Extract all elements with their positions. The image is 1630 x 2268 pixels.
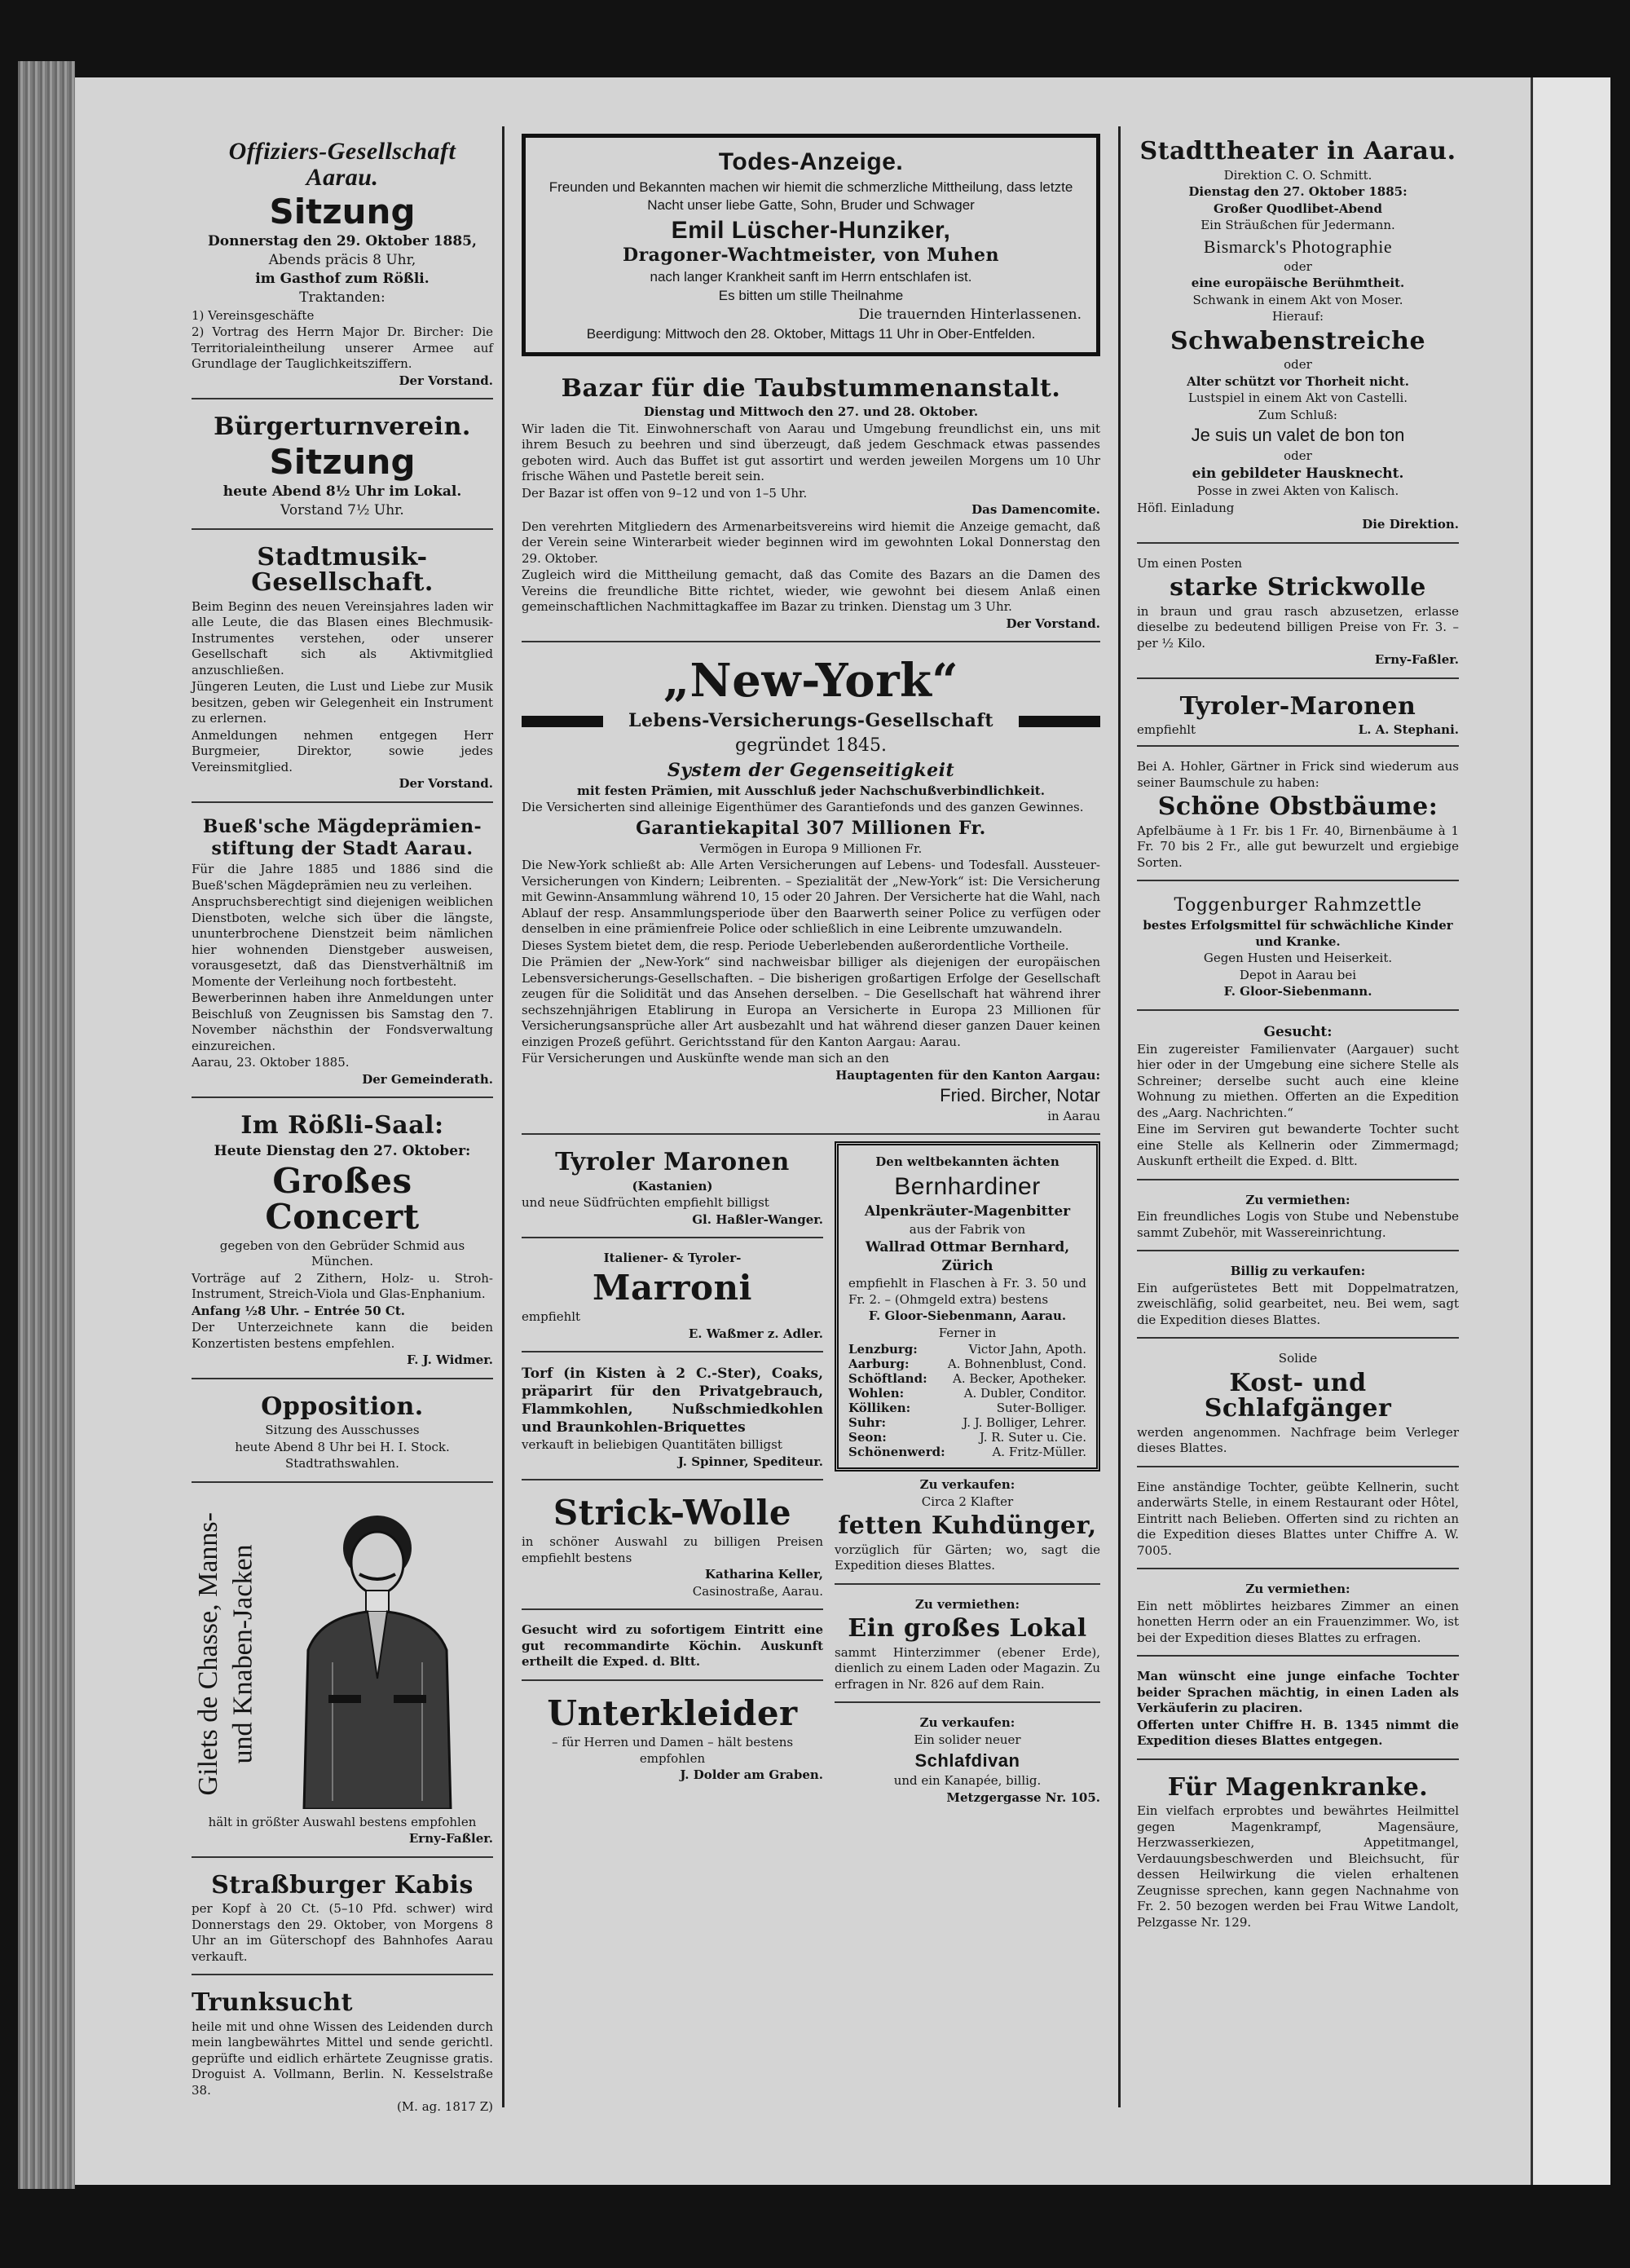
bernhardiner-maker: Wallrad Ottmar Bernhard, (865, 1239, 1070, 1256)
tyroler2-signature: L. A. Stephani. (1358, 722, 1459, 738)
todes-role: Dragoner-Wachtmeister, von Muhen (622, 245, 1000, 267)
gesucht-p1: Ein zugereister Familienvater (Aargauer) sucht hier oder in der Umgebung eine sichere Stelle als Schreiner; derselbe sucht auch eine kleine Wohnung zu miethen. Offerten an die Expedition des „Aarg. Nachrichten.“ (1137, 1041, 1459, 1120)
offiziers-place: im Gasthof zum Rößli. (255, 271, 430, 288)
bernhardiner-title: Bernhardiner (894, 1172, 1041, 1200)
kabis-title: Straßburger Kabis (211, 1870, 474, 1900)
tyroler-sub: (Kastanien) (632, 1178, 713, 1194)
kost-pre: Solide (1278, 1351, 1318, 1366)
offiziers-signature: Der Vorstand. (399, 373, 493, 388)
kuh-heading: Zu verkaufen: (919, 1477, 1015, 1493)
magen-title: Für Magenkranke. (1167, 1772, 1429, 1802)
buess-p3: Bewerberinnen haben ihre Anmeldungen unter Beischluß von Zeugnissen bis Samstag den 7. November nächsthin der Fondsverwaltung einzureichen. (192, 991, 493, 1053)
roessli-heading: Großes Concert (265, 1160, 420, 1237)
magen-text: Ein vielfach erprobtes und bewährtes Heilmittel gegen Magenkrampf, Magensäure, Herzwasserkiezen, Appetitmangel, Verdauungsbeschwerden und Bleichsucht, für dessen Heilwirkung die vielen erhaltenen Zeugnisse sprechen, kann gegen Nachnahme von Fr. 2. 50 bezogen werden bei Frau Witwe Landolt, Pelzgasse Nr. 129. (1137, 1803, 1459, 1930)
depot-row (848, 1357, 1086, 1371)
unterkleider-title: Unterkleider (547, 1692, 798, 1733)
toggenburger-title: Toggenburger Rahmzettle (1174, 895, 1422, 916)
bazar-signature-1: Das Damencomite. (971, 502, 1100, 518)
bett-heading: Billig zu verkaufen: (1230, 1264, 1366, 1279)
gilets-vtext-1: Gilets de Chasse, Manns- (193, 1512, 223, 1796)
vermiethen2-text: Ein nett möblirtes heizbares Zimmer an einen honetten Herrn oder an ein Frauenzimmer. Wo, ist bei der Expedition dieses Blattes zu erfragen. (1137, 1598, 1459, 1645)
buess-title-2: stiftung der Stadt Aarau. (211, 838, 474, 860)
newyork-p1: mit festen Prämien, mit Ausschluß jeder Nachschußverbindlichkeit. (577, 783, 1045, 798)
ad-koechin (522, 1617, 823, 1681)
decorative-bar-right (1019, 716, 1100, 727)
todes-signature: Die trauernden Hinterlassenen. (858, 307, 1082, 324)
gilets-vtext-2: und Knaben-Jacken (227, 1544, 258, 1764)
ad-bett (1137, 1258, 1459, 1339)
theater-play-3c: Posse in zwei Akten von Kalisch. (1196, 483, 1399, 499)
ad-opposition (192, 1386, 493, 1483)
roessli-signature: F. J. Widmer. (407, 1352, 493, 1368)
todes-p1: Freunden und Bekannten machen wir hiemit die schmerzliche Mittheilung, dass letzte Nacht unser liebe Gatte, Sohn, Bruder und Schwager (548, 179, 1073, 213)
roessli-p1: Vorträge auf 2 Zithern, Holz- u. Stroh-Instrument, Streich-Viola und Glas-Enphanium. (192, 1270, 493, 1302)
toggenburger-text-3: Depot in Aarau bei (1239, 967, 1357, 982)
theater-play-3b: ein gebildeter Hausknecht. (1192, 466, 1404, 483)
theater-oder-1: oder (1284, 258, 1312, 274)
newyork-agent-place: in Aarau (1047, 1108, 1100, 1123)
todes-p2: nach langer Krankheit sanft im Herrn entschlafen ist. (650, 269, 972, 285)
ad-bernhardiner (835, 1141, 1100, 1472)
vermiethen1-heading: Zu vermiethen: (1245, 1192, 1350, 1207)
newyork-p6: Für Versicherungen und Auskünfte wende man sich an den (522, 1051, 889, 1066)
lower-middle-right (835, 1141, 1100, 1821)
column-rule-2 (1118, 126, 1121, 2107)
lokal-title: Ein großes Lokal (848, 1614, 1087, 1644)
marroni-pre: Italiener- & Tyroler- (603, 1251, 742, 1266)
buess-date: Aarau, 23. Oktober 1885. (192, 1055, 350, 1070)
ad-junge-tochter (1137, 1663, 1459, 1760)
theater-date: Dienstag den 27. Oktober 1885: (1188, 184, 1408, 199)
stadtmusik-p1: Beim Beginn des neuen Vereinsjahres laden wir alle Leute, die das Blasen eines Blechmusik-Instrumentes verstehen, oder unserer Gesellschaft sich als Aktivmitglied anzuschließen. (192, 598, 493, 677)
unterkleider-signature: J. Dolder am Graben. (680, 1767, 823, 1783)
theater-play-1c: Schwank in einem Akt von Moser. (1192, 292, 1403, 307)
todes-p3: Es bitten um stille Theilnahme (718, 288, 904, 304)
todes-title: Todes-Anzeige. (718, 148, 904, 175)
newyork-agent-heading: Hauptagenten für den Kanton Aargau: (835, 1067, 1100, 1083)
ad-newyork (522, 649, 1100, 1135)
bernhardiner-ferner: Ferner in (938, 1325, 997, 1340)
book-page-edges (18, 61, 75, 2189)
divan-heading: Zu verkaufen: (919, 1715, 1015, 1731)
depot-vendor: A. Bohnenblust, Cond. (947, 1357, 1086, 1372)
strickwolle-signature: Erny-Faßler. (1374, 652, 1459, 668)
strick-title: Strick-Wolle (553, 1493, 792, 1533)
torf-text: Torf (in Kisten à 2 C.-Ster), Coaks, präparirt für den Privatgebrauch, Flammkohlen, Nußschmiedkohlen und Braunkohlen-Briquettes (522, 1366, 823, 1436)
theater-oder-2: oder (1284, 357, 1312, 373)
kost-text: werden angenommen. Nachfrage beim Verleger dieses Blattes. (1137, 1424, 1459, 1456)
theater-heading-2: Ein Sträußchen für Jedermann. (1200, 218, 1395, 232)
todes-burial: Beerdigung: Mittwoch den 28. Oktober, Mittags 11 Uhr in Ober-Entfelden. (586, 325, 1036, 342)
kuh-title: fetten Kuhdünger, (838, 1511, 1097, 1541)
ad-turnverein (192, 406, 493, 530)
roessli-by: gegeben von den Gebrüder Schmid aus München. (219, 1238, 465, 1269)
strickwolle-pre: Um einen Posten (1137, 555, 1243, 571)
turnverein-sub: Vorstand 7½ Uhr. (280, 501, 404, 518)
strick-signature-2: Casinostraße, Aarau. (692, 1583, 823, 1599)
koechin-text: Gesucht wird zu sofortigem Eintritt eine gut recommandirte Köchin. Auskunft ertheilt die Exped. d. Bltt. (522, 1622, 823, 1670)
ad-lokal (835, 1591, 1100, 1704)
depot-row (848, 1342, 1086, 1357)
ad-unterkleider (522, 1688, 823, 1793)
newyork-p3: Die New-York schließt ab: Alle Arten Versicherungen auf Lebens- und Todesfall. Aussteuer-Versicherungen von Kindern; Leibrenten. – Spezialität der „New-York“ ist: Die Versicherung mit Gewinn-Ansammlung während 10, 15 oder 20 Jahren. Der Versicherte hat die Wahl, nach Ablauf der resp. Ansammlungsperiode über den Baarwerth seiner Police zu verfügen oder denselben in eine prämienfreie Police oder schließlich in eine Leibrente umzuwandeln. (522, 858, 1100, 937)
stadtmusik-p2: Jüngeren Leuten, die Lust und Liebe zur Musik besitzen, geben wir Gelegenheit ein Instrument zu erlernen. (192, 679, 493, 726)
theater-title: Stadttheater in Aarau. (1139, 137, 1456, 165)
depot-place: Seon: (848, 1430, 887, 1445)
depot-row (848, 1371, 1086, 1386)
ad-vermiethen-1 (1137, 1187, 1459, 1252)
newyork-system: System der Gegenseitigkeit (667, 759, 955, 781)
tyroler2-text: empfiehlt (1137, 722, 1196, 738)
ad-schlafdivan (835, 1710, 1100, 1815)
vermiethen1-text: Ein freundliches Logis von Stube und Nebenstube sammt Zubehör, mit Wassereinrichtung. (1137, 1209, 1459, 1240)
strickwolle-title: starke Strickwolle (1170, 573, 1426, 602)
ad-magenkranke (1137, 1767, 1459, 1940)
theater-signature: Die Direktion. (1362, 517, 1459, 532)
bernhardiner-sub: Alpenkräuter-Magenbitter (864, 1203, 1071, 1220)
ad-bazar (522, 368, 1100, 643)
bernhardiner-pre: Den weltbekannten ächten (875, 1154, 1060, 1170)
divan-text: und ein Kanapée, billig. (893, 1773, 1042, 1789)
offiziers-item-2: 2) Vortrag des Herrn Major Dr. Bircher: Die Territorialeintheilung unserer Armee auf Grundlage der Tauglichkeitsziffern. (192, 324, 493, 372)
theater-play-2c: Lustspiel in einem Akt von Castelli. (1187, 391, 1408, 406)
depot-place: Schöftland: (848, 1371, 927, 1387)
bazar-p2: Der Bazar ist offen von 9–12 und von 1–5 Uhr. (522, 485, 808, 501)
ad-buess (192, 810, 493, 1098)
ad-tyroler-maronen (522, 1141, 823, 1238)
decorative-bar-left (522, 716, 603, 727)
bett-text: Ein aufgerüstetes Bett mit Doppelmatratzen, zweischläfig, solid gearbeitet, neu. Bei wem, sagt die Expedition dieses Blattes. (1137, 1280, 1459, 1327)
bazar-signature-2: Der Vorstand. (1006, 616, 1100, 631)
ad-obstbaeume (1137, 753, 1459, 881)
obst-p2: Apfelbäume à 1 Fr. bis 1 Fr. 40, Birnenbäume à 1 Fr. 70 bis 2 Fr., alle gut bewurzelt und ergiebige Sorten. (1137, 823, 1459, 870)
lower-middle-left (522, 1141, 823, 1821)
newyork-subtitle: Lebens-Versicherungs-Gesellschaft (628, 709, 994, 731)
buess-p2: Anspruchsberechtigt sind diejenigen weiblichen Dienstboten, welche sich über die längste, ununterbrochene Dienstzeit beim nämlichen hier wohnenden Dienstgeber ausweisen, vorausgesetzt, daß das Dienstverhältniß im Momente der Verleihung noch fortbesteht. (192, 894, 493, 989)
ad-stadttheater (1137, 130, 1459, 544)
depot-place: Schönenwerd: (848, 1445, 945, 1460)
depot-row (848, 1386, 1086, 1401)
ad-trunksucht (192, 1982, 493, 2125)
divan-pre: Ein solider neuer (914, 1732, 1021, 1747)
ad-kabis (192, 1864, 493, 1976)
theater-play-1b: eine europäische Berühmtheit. (1191, 276, 1405, 291)
ad-marroni (522, 1245, 823, 1352)
strick-signature-1: Katharina Keller, (705, 1567, 823, 1582)
depot-vendor: J. R. Suter u. Cie. (979, 1430, 1086, 1445)
buess-p1: Für die Jahre 1885 und 1886 sind die Bueß'schen Mägdeprämien neu zu verleihen. (192, 862, 493, 893)
theater-play-3: Je suis un valet de bon ton (1191, 425, 1405, 446)
offiziers-date: Donnerstag den 29. Oktober 1885, (208, 233, 477, 250)
turnverein-line: heute Abend 8½ Uhr im Lokal. (222, 483, 462, 500)
tyroler-signature: Gl. Haßler-Wanger. (692, 1211, 823, 1227)
stadtmusik-p3: Anmeldungen nehmen entgegen Herr Burgmeier, Direktor, sowie jedes Vereinsmitglied. (192, 727, 493, 774)
ad-todes-anzeige (522, 134, 1100, 356)
bazar-when: Dienstag und Mittwoch den 27. und 28. Oktober. (643, 404, 979, 420)
newyork-p5: Die Prämien der „New-York“ sind nachweisbar billiger als diejenigen der europäischen Lebensversicherungs-Gesellschaften. – Die bisherigen großartigen Erfolge der Gesellschaft zeugen für die Solidität und das Ansehen derselben. – Die Gesellschaft hat während ihrer sechszehnjährigen Etablirung in Europa an Versicherte in Europa 23 Millionen für Versicherungsansprüche aller Art ausbezahlt und hat während dieser ganzen Dauer keinen einzigen Prozeß geführt. Gerichtsstand für den Kanton Aargau: Aarau. (522, 955, 1100, 1049)
roessli-p2: Anfang ½8 Uhr. – Entrée 50 Ct. (192, 1303, 405, 1318)
ad-torf (522, 1359, 823, 1480)
depot-place: Suhr: (848, 1415, 887, 1431)
depot-vendor: Victor Jahn, Apoth. (968, 1342, 1086, 1357)
bazar-p3: Den verehrten Mitgliedern des Armenarbeitsvereins wird hiemit die Anzeige gemacht, daß der Verein seine Winterarbeit wieder beginnen wird im gewohnten Lokal Donnerstag den 29. Oktober. (522, 518, 1100, 566)
kost-title: Kost- und Schlafgänger (1204, 1368, 1392, 1423)
bazar-title: Bazar für die Taubstummenanstalt. (561, 373, 1061, 403)
bernhardiner-from: aus der Fabrik von (909, 1221, 1026, 1237)
depot-place: Aarburg: (848, 1357, 910, 1372)
ad-tochter (1137, 1474, 1459, 1570)
kabis-text: per Kopf à 20 Ct. (5–10 Pfd. schwer) wird Donnerstags den 29. Oktober, von Morgens 8 Uhr an im Güterschopf des Bahnhofes Aarau verkauft. (192, 1901, 493, 1964)
theater-hierauf: Hierauf: (1271, 309, 1324, 324)
bernhardiner-text: empfiehlt in Flaschen à Fr. 3. 50 und Fr. 2. – (Ohmgeld extra) bestens (848, 1276, 1086, 1307)
man-in-jacket-illustration (271, 1499, 483, 1809)
theater-direction: Direktion C. O. Schmitt. (1223, 167, 1372, 183)
depot-row (848, 1445, 1086, 1459)
newyork-agent: Fried. Bircher, Notar (940, 1085, 1100, 1106)
depot-place: Wohlen: (848, 1386, 905, 1401)
bazar-p4: Zugleich wird die Mittheilung gemacht, daß das Comite des Bazars an die Damen des Vereins die freundliche Bitte richtet, wieder, wie gewohnt bei diesem Anlaß einen gemeinschaftlichen Nachmittagkaffee im Bazar zu trinken. Dienstag um 3 Uhr. (522, 567, 1100, 615)
junge-text: Man wünscht eine junge einfache Tochter beider Sprachen mächtig, in einen Laden als Verkäuferin zu placiren. (1137, 1669, 1459, 1716)
column-right (1137, 130, 1459, 1946)
theater-oder-3: oder (1284, 448, 1312, 463)
opposition-title: Opposition. (261, 1392, 424, 1421)
column-middle (522, 130, 1100, 1821)
depot-vendor: Suter-Bolliger. (996, 1401, 1086, 1416)
gilets-signature: Erny-Faßler. (408, 1831, 493, 1847)
depot-row (848, 1415, 1086, 1430)
column-rule-1 (502, 126, 504, 2107)
roessli-title: Im Rößli-Saal: (240, 1111, 444, 1141)
offiziers-item-1: 1) Vereinsgeschäfte (192, 307, 315, 323)
theater-play-2b: Alter schützt vor Thorheit nicht. (1187, 373, 1409, 389)
newyork-title: „New-York“ (663, 654, 959, 708)
toggenburger-signature: F. Gloor-Siebenmann. (1223, 984, 1372, 999)
tyroler2-row (1137, 722, 1459, 737)
theater-play-2: Schwabenstreiche (1170, 326, 1426, 355)
ad-offiziers (192, 130, 493, 399)
depot-vendor: A. Fritz-Müller. (992, 1445, 1086, 1460)
gilets-text: hält in größter Auswahl bestens empfohlen (208, 1814, 477, 1829)
toggenburger-text: bestes Erfolgsmittel für schwächliche Kinder und Kranke. (1143, 918, 1453, 949)
vermiethen2-heading: Zu vermiethen: (1245, 1582, 1350, 1597)
trunksucht-text: heile mit und ohne Wissen des Leidenden durch mein langbewährtes Mittel und sende gerichtl. geprüfte und eidlich erhärtete Zeugnisse gratis. Droguist A. Vollmann, Berlin. N. Kesselstraße 38. (192, 2019, 493, 2098)
depot-vendor: J. J. Bolliger, Lehrer. (963, 1415, 1086, 1431)
ad-gilets (192, 1489, 493, 1858)
tyroler2-title: Tyroler-Maronen (1179, 691, 1416, 721)
depot-vendor: A. Becker, Apotheker. (953, 1371, 1086, 1387)
newyork-europe: Vermögen in Europa 9 Millionen Fr. (699, 841, 923, 856)
bazar-p1: Wir laden die Tit. Einwohnerschaft von Aarau und Umgebung freundlichst ein, uns mit ihrem Besuch zu beehren und sind überzeugt, daß jedem Geschmack etwas passendes geboten wird. Auch das Buffet ist gut assortirt und werden jeweilen Morgens um 10 Uhr frische Wähen und Pastetle bereit sein. (522, 421, 1100, 484)
opposition-p1: Sitzung des Ausschusses (265, 1423, 420, 1438)
theater-invite: Höfl. Einladung (1137, 500, 1235, 515)
lower-middle-area (522, 1141, 1100, 1821)
roessli-p3: Der Unterzeichnete kann die beiden Konzertisten bestens empfehlen. (192, 1320, 493, 1351)
ad-gesucht (1137, 1017, 1459, 1180)
bernhardiner-signature: F. Gloor-Siebenmann, Aarau. (868, 1308, 1067, 1324)
todes-name: Emil Lüscher-Hunziker, (671, 216, 951, 244)
newyork-p4: Dieses System bietet dem, die resp. Periode Ueberlebenden außerordentliche Vortheile. (522, 938, 1069, 953)
strickwolle-text: in braun und grau rasch abzusetzen, erlasse dieselbe zu bedeutend billigen Preise von Fr. 3. – per ½ Kilo. (1137, 603, 1459, 651)
ad-toggenburger (1137, 888, 1459, 1011)
trunksucht-title: Trunksucht (192, 1988, 353, 2018)
ad-stadtmusik (192, 536, 493, 803)
depot-vendor: A. Dubler, Conditor. (963, 1386, 1086, 1401)
ad-tyroler-maronen-2 (1137, 686, 1459, 748)
bernhardiner-city: Zürich (941, 1258, 993, 1275)
stadtmusik-title: Stadtmusik-Gesellschaft. (251, 542, 434, 598)
theater-heading-1: Großer Quodlibet-Abend (1214, 201, 1382, 216)
theater-zum-schluss: Zum Schluß: (1258, 407, 1337, 422)
lokal-heading: Zu vermiethen: (914, 1596, 1020, 1612)
gilets-vertical-text (192, 1512, 261, 1796)
depot-place: Lenzburg: (848, 1342, 918, 1357)
unterkleider-text: – für Herren und Damen – hält bestens empfohlen (551, 1735, 794, 1766)
buess-signature: Der Gemeinderath. (362, 1071, 493, 1087)
offiziers-title: Offiziers-Gesellschaft Aarau. (228, 138, 456, 191)
newyork-capital: Garantiekapital 307 Millionen Fr. (636, 817, 986, 839)
ad-kost (1137, 1345, 1459, 1467)
theater-play-1: Bismarck's Photographie (1203, 236, 1393, 257)
offiziers-traktanden: Traktanden: (299, 289, 385, 307)
turnverein-title: Bürgerturnverein. (214, 413, 471, 442)
depot-row (848, 1430, 1086, 1445)
newyork-p2: Die Versicherten sind alleinige Eigenthümer des Garantiefonds und des ganzen Gewinnes. (522, 800, 1084, 815)
newyork-founded: gegründet 1845. (735, 735, 887, 757)
tochter-text: Eine anständige Tochter, geübte Kellnerin, sucht anderwärts Stelle, in einem Restaurant oder Hôtel, Eintritt nach Belieben. Offerten sind zu richten an die Expedition dieses Blattes unter Chiffre A. W. 7005. (1137, 1479, 1459, 1558)
offiziers-heading: Sitzung (269, 192, 416, 232)
kuh-pre: Circa 2 Klafter (921, 1494, 1014, 1509)
divan-title: Schlafdivan (914, 1750, 1020, 1772)
gesucht-p2: Eine im Serviren gut bewanderte Tochter sucht eine Stelle als Kellnerin oder Zimmermagd; Auskunft ertheilt die Exped. d. Bltt. (1137, 1122, 1459, 1169)
opposition-p2: heute Abend 8 Uhr bei H. I. Stock. (235, 1439, 450, 1454)
gesucht-heading: Gesucht: (1263, 1023, 1333, 1040)
depot-place: Kölliken: (848, 1401, 911, 1416)
lokal-text: sammt Hinterzimmer (ebener Erde), dienlich zu einem Laden oder Magazin. Zu erfragen in Nr. 826 auf dem Rain. (835, 1644, 1100, 1692)
facing-page-strip (1531, 77, 1610, 2185)
torf-text-2: verkauft in beliebigen Quantitäten billigst (522, 1437, 782, 1453)
ad-roessli (192, 1105, 493, 1379)
turnverein-heading: Sitzung (269, 441, 416, 482)
kuh-text: vorzüglich für Gärten; wo, sagt die Expedition dieses Blattes. (835, 1542, 1100, 1573)
obst-title: Schöne Obstbäume: (1157, 792, 1438, 822)
roessli-date: Heute Dienstag den 27. Oktober: (214, 1142, 471, 1159)
ad-vermiethen-2 (1137, 1576, 1459, 1657)
marroni-title: Marroni (593, 1267, 752, 1308)
ad-kuhduenger (835, 1472, 1100, 1585)
offiziers-time: Abends präcis 8 Uhr, (268, 252, 416, 269)
toggenburger-text-2: Gegen Husten und Heiserkeit. (1203, 951, 1393, 966)
torf-signature: J. Spinner, Spediteur. (677, 1454, 823, 1469)
column-left (192, 130, 493, 2131)
depot-row (848, 1401, 1086, 1415)
junge-text-2: Offerten unter Chiffre H. B. 1345 nimmt die Expedition dieses Blattes entgegen. (1137, 1717, 1459, 1749)
stadtmusik-signature: Der Vorstand. (399, 776, 493, 792)
trunksucht-ref: (M. ag. 1817 Z) (396, 2099, 493, 2115)
tyroler-text: und neue Südfrüchten empfiehlt billigst (522, 1195, 769, 1211)
buess-title-1: Bueß'sche Mägdeprämien- (202, 815, 482, 837)
opposition-p3: Stadtrathswahlen. (285, 1456, 399, 1472)
obst-p1: Bei A. Hohler, Gärtner in Frick sind wiederum aus seiner Baumschule zu haben: (1137, 759, 1459, 790)
strick-text: in schöner Auswahl zu billigen Preisen empfiehlt bestens (522, 1534, 823, 1565)
ad-strick-wolle (522, 1487, 823, 1610)
marroni-text: empfiehlt (522, 1309, 581, 1325)
marroni-signature: E. Waßmer z. Adler. (688, 1326, 823, 1341)
ad-starke-strickwolle (1137, 550, 1459, 679)
tyroler-title: Tyroler Maronen (555, 1148, 790, 1177)
divan-signature: Metzgergasse Nr. 105. (946, 1789, 1100, 1805)
